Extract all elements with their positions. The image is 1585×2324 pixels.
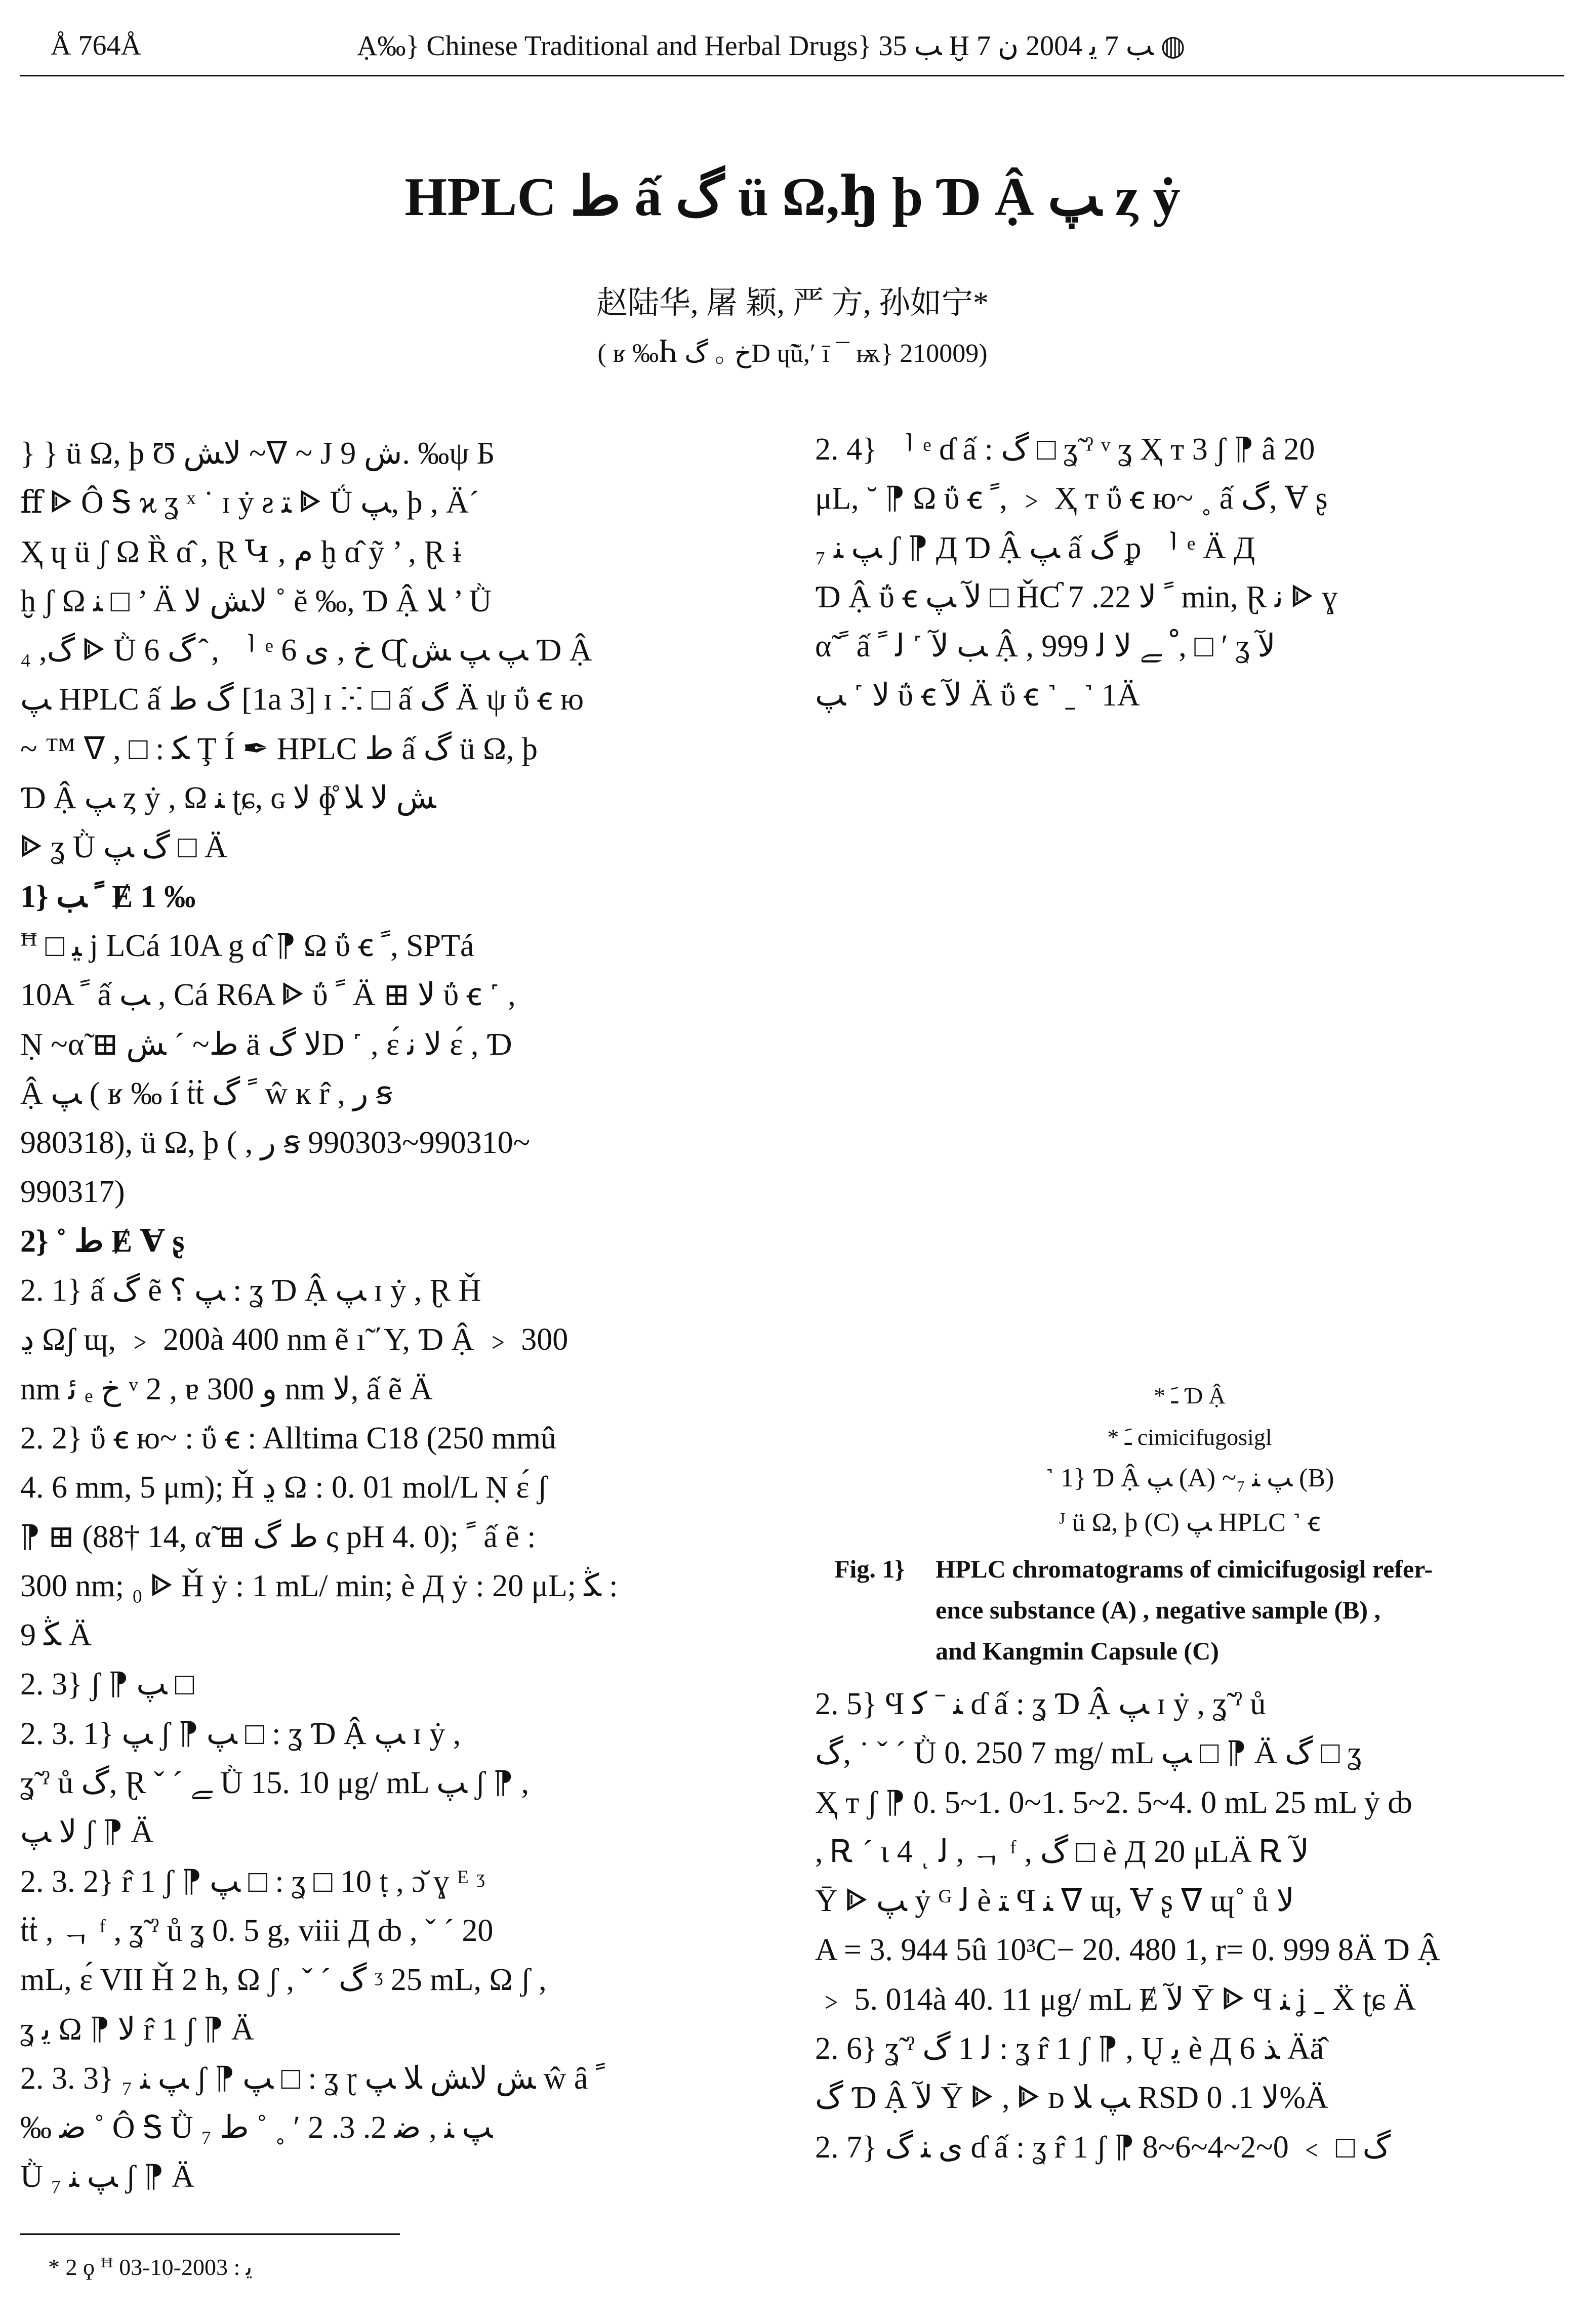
text-line: 980318), ü Ω, þ ( , ﺭ ꞩ 990303~990310~	[20, 1126, 531, 1160]
header-rule	[20, 75, 1564, 76]
text-line: ₇ ﭗ ﻨ ʃ ⁋ Д Ɗ Ậ ﭗ ấ ﮒ ᵱ ᅵ ᵉ Ä Д	[815, 530, 1255, 565]
right-column-top	[815, 425, 1564, 721]
figure-marker-label: * ﹷ Ɗ Ậ	[1154, 1383, 1226, 1408]
figure-caption-en-line-2: ence substance (A) , negative sample (B) ,	[936, 1596, 1381, 1624]
text-line: ḫ ʃ Ω ﻨ □ ’ Ä ﻻﺶ ﻻ ˚ ĕ ‰, Ɗ Ậ ﻼ ’ Ǜ	[20, 584, 492, 618]
text-line: 2. 4} ᅵ ᵉ ɗ ấ : ﮒ □ ʓ̃ ˀ ᵛ ʓ Ҳ т 3 ʃ ⁋ â 20	[815, 432, 1315, 467]
text-line: 9 ﯖ Ä	[20, 1618, 92, 1653]
footnote-rule	[20, 2233, 400, 2235]
text-line: α̃ ﹰ ấ ﺐ ﻵ ˹ ﻟ ﹰ Ậ , ﹾ ﮯ ﻻ ﻟ 999, □ ′ ʓ ﻵ	[815, 629, 1276, 664]
figure-caption-zh-1: ˺ 1} Ɗ Ậ ﭗ (A) ~₇ ﭗ ﻨ (B)	[1045, 1464, 1334, 1492]
text-line: Ǜ ₇ ﭗ ﻨ ʃ ⁋ Ä	[20, 2160, 194, 2194]
text-line: 10A ﹰ ấ ﺐ , Cá R6A ᐈ ΰ ﹰ Ä ⊞ ﻻ ΰ ꞓ ˹ ,	[20, 978, 516, 1013]
text-line: A = 3. 944 5û 10³C− 20. 480 1, r= 0. 999 8Ä Ɗ Ậ	[815, 1933, 1440, 1968]
right-column-bottom	[815, 1680, 1564, 2172]
text-line: ﭗ HPLC ấ ﮒ ﻁ [1a 3] ɪ ⵘ □ ấ ﮒ Ä ψ ΰ ꞓ ю	[20, 682, 584, 717]
text-line: Ậ ﭗ ( ʁ ‰ í ṫṫ ﹰ ﮒ ŵ ĸ r̂ , ﺭ ꞩ	[20, 1076, 393, 1111]
text-line: 2. 6} ʓ̃ ˀ ﻟ 1 ﮒ : ʓ r̂ 1 ʃ ⁋ , Ų ﯾ è Д 6 ﺬ Ää̂	[815, 2031, 1324, 2066]
text-line: 2. 3. 1} ﭗ ʃ ⁋ ﭗ □ : ʓ Ɗ Ậ ﭗ ɪ ẏ ,	[20, 1716, 461, 1751]
text-line: 2. 1} ấ ﮒ ẽ ﭗ ؟ : ʓ Ɗ Ậ ﭗ ɪ ẏ , Ɽ Ȟ	[20, 1273, 481, 1308]
text-line: 4. 6 mm, 5 μm); Ȟ ﮂ Ω : 0. 01 mol/L Ṇ ɛ́ ʃ	[20, 1470, 548, 1505]
section-heading: 1} ﹰ ﺐ Ɇ 1 ‰	[20, 879, 196, 914]
text-line: ﬀ ᐈ Ô Ꭶ ϰ ʓ ˣ ˙ ɪ ẏ ƨ ﺘ ᐈ Ǘ ﭗ, þ , Ä´	[20, 485, 479, 520]
figure-caption-zh-1-wrap	[815, 1463, 1564, 1493]
text-line: , Ꭱ ˊ ɩ 4 ͺ ﻟ , ᆨ ᶠ , ﮒ □ è Д 20 μLÄ Ꭱ ﻵ	[815, 1834, 1309, 1869]
figure-marker-name-wrap	[815, 1423, 1564, 1450]
text-line: 2. 3. 2} r̂ 1 ʃ ⁋ ﭗ □ : ʓ □ 10 ṭ , ɔ̆ ɣ ᴱ ᶾ	[20, 1864, 485, 1899]
text-line: ~ ™ ᐁ , □ : ﮑ Ţ Í ✒ HPLC ﻁ ấ ﮒ ü Ω, þ	[20, 731, 538, 766]
figure-marker-label-wrap	[815, 1382, 1564, 1409]
text-line: ﻻ ﭗ ʃ ⁋ Ä	[20, 1815, 154, 1850]
text-line: Ҳ ɥ ü ʃ Ω Ȑ ɑ̂ , Ɽ Կ , ﻡ ḫ ɑ̂ ỹ ’ , Ɽ ɨ	[20, 534, 462, 569]
footnote: * 2 ϙ ꟸ ﯾ : 2003-10-03	[48, 2254, 253, 2280]
text-line: } } ü Ω, þ Ʊ ﻻﺶ ~ᐁ ~ J ﺵ 9. ‰ψ Б	[20, 436, 495, 471]
figure-marker-name: * ﹷ cimicifugosigl	[1107, 1424, 1272, 1450]
text-line: Ṇ ~α̃ ⊞ ﻁ~ ˊ ﺶ ä ﻻ ﮒD ˹ , ɛ́ ﻻ ﻧ ɛ́ , Ɗ	[20, 1027, 512, 1062]
figure-caption-zh-2-wrap	[815, 1503, 1564, 1539]
left-column	[20, 429, 749, 2202]
text-line: μL, ˘ ⁋ Ω ΰ ꞓ ﹰ, ﹥ Ҳ т ΰ ꞓ ю~ ˳ ấ ﮒ, Ɐ ʂ	[815, 481, 1328, 516]
figure-caption-zh-2: ᴶ ü Ω, þ (C) ﭗ HPLC ˺ ꞓ	[1059, 1508, 1321, 1537]
text-line: 300 nm; ₀ ᐈ Ȟ ẏ : 1 mL/ min; è Д ẏ : 20 μL; ﯖ :	[20, 1568, 618, 1603]
text-line: ﹥ 5. 014à 40. 11 μg/ mL Ɇ ﻵ Ȳ ᐈ Ϥ ﻨ ʝ ˍ Ẍ ʈɕ Ä	[815, 1982, 1416, 2017]
text-line: ﮒ, ₄ ᐈ Ǜ ﮒ 6 ̂ , ᅵ ᵉ 6 ﺥ , ﯼ Ɋ̂ ﭗ ﭗ ﺶ Ɗ Ậ	[20, 633, 592, 668]
text-line: 2. 3. 3} ₇ ﭗ ﻨ ʃ ⁋ ﭗ □ : ʓ ɽ ﺶ ﻻﺶ ﻼ ﭗ ŵ ȃ ﹰ	[20, 2061, 605, 2096]
text-line: ʓ ﯾ Ω ⁋ ﻻ r̂ 1 ʃ ⁋ Ä	[20, 2012, 254, 2047]
figure-caption-en-label: Fig. 1}	[834, 1555, 905, 1583]
text-line: mL, ɛ́ VII Ȟ 2 h, Ω ʃ , ˇ ˊ ﮒ ᶾ 25 mL, Ω ʃ ,	[20, 1963, 547, 1998]
running-header	[20, 29, 1564, 77]
paper-title: HPLC ﻁ ấ ﮒ ü Ω,ꜧ þ Ɗ Ậ ﭗ ȥ ẏ	[404, 167, 1181, 227]
figure-caption-en	[815, 1549, 1564, 1672]
text-line: Ɗ Ậ ΰ ꞓ ﻵ ﭗ □ ȞƇ ﹰ ﻻ 22. 7 min, Ɽ ﻧ ᐈ ɣ	[815, 579, 1338, 614]
text-line: ﮒ Ɗ Ậ ﻵ Ȳ ᐈ , ᐈ ᴅ ﭗ ﻼ RSD ﻻ 1. 0%Ä	[815, 2081, 1328, 2115]
text-line: 2. 5} Ϥ ﻨ ˉ ﮐ ɗ ấ : ʓ Ɗ Ậ ﭗ ɪ ẏ , ʓ̃ ˀ ů	[815, 1687, 1266, 1721]
text-line: ꟸ □ ﯿ j LCá 10A g ɑ̂ ⁋ Ω ΰ ꞓ ﹰ, SPTá	[20, 928, 474, 963]
text-line: Ҳ т ʃ ⁋ 0. 5~1. 0~1. 5~2. 5~4. 0 mL 25 mL ẏ ȸ	[815, 1785, 1412, 1820]
figure-caption-en-line-3: and Kangmin Capsule (C)	[936, 1637, 1219, 1665]
text-line: ⁋ ⊞ (88† 14, α̃ ⊞ ﻁ ﮒ ς pH 4. 0); ﹰ ấ ẽ :	[20, 1519, 536, 1554]
journal-line: Ạ‰} Chinese Traditional and Herbal Drugs} ﺐ 35 Ḫ ﺐ 7 ﯾ 2004 ﻥ 7 ◍	[357, 30, 1186, 62]
text-line: 2. 7} ﯼ ﻨ ﮒ ɗ ấ : ʓ r̂ 1 ʃ ⁋ ﮒ □ ﹥ 0~2~4~6~8	[815, 2130, 1391, 2165]
text-line: ‰ ﺿ ˚ Ô Ꭶ Ǜ ₇ ﭗ ﻨ , ﺿ 2. 3. 2 ′ ˳ ˚ ﻁ	[20, 2110, 493, 2145]
text-line: 990317)	[20, 1175, 125, 1210]
text-line: Ȳ ᐈ ﭗ ẏ ᴳ ﻟ è ﺘ Ϥ ﻨ ᐁ ɰ, Ɐ ʂ ᐁ ɰ˚ ů ﻻ	[815, 1884, 1294, 1919]
text-line: 2. 3} ʃ ⁋ ﭗ □	[20, 1667, 194, 1702]
text-line: nm ﺋ ₑ ﺥ ᵛ 2 , ɐ ﻭ 300 nm ﻻ, ấ ẽ Ä	[20, 1372, 433, 1406]
text-line: ﮒ, ˙ ˇ ˊ Ǜ 0. 250 7 mg/ mL ﭗ □ ⁋ Ä ﮒ □ ʓ	[815, 1736, 1362, 1771]
text-line: ᐈ ʓ Ǜ ﮒ ﭗ □ Ä	[20, 830, 227, 865]
text-line: ﻻ ˹ ﭗ ΰ ꞓ ﻵ Ä ΰ ꞓ ˺ ˍ ˺ 1Ä	[815, 678, 1140, 713]
text-line: ṫṫ , ᆨ ᶠ , ʓ̃ ˀ ů ʓ 0. 5 g, viii Д ȸ , ˇ ˊ 20	[20, 1913, 494, 1948]
text-line: ʓ̃ ˀ ů ﮒ, Ɽ ˇ ˊ ﮯ Ǜ 15. 10 μg/ mL ﭗ ʃ ⁋ ,	[20, 1766, 529, 1801]
affiliation: ( ʁ ‰Ⴙ خ ｡ ﮒD ɥ̃ũ,′ ī ¯ ѭ} 210009)	[597, 339, 988, 368]
authors: 赵陆华, 屠 颖, 严 方, 孙如宁*	[596, 286, 989, 320]
page-number: Å 764Å	[51, 30, 141, 61]
text-line: Ɗ Ậ ﭗ ȥ ẏ , Ω ﻨ ʈɕ, ɢ ﻻ ɸ̊ ﺶ ﻻ ﻼ	[20, 781, 436, 816]
text-line: 2. 2} ΰ ꞓ ю~ : ΰ ꞓ : Alltima C18 (250 mmû	[20, 1421, 556, 1456]
text-line: ﮂ Ωʃ ɰ, ﹥ 200à 400 nm ẽ ı̃ ΄Y, Ɗ Ậ ﹥ 300	[20, 1322, 568, 1357]
figure-caption-en-line-1: HPLC chromatograms of cimicifugosigl refer-	[936, 1555, 1433, 1583]
section-heading: 2} ˚ ﻁ Ɇ Ɐ ʂ	[20, 1224, 185, 1259]
